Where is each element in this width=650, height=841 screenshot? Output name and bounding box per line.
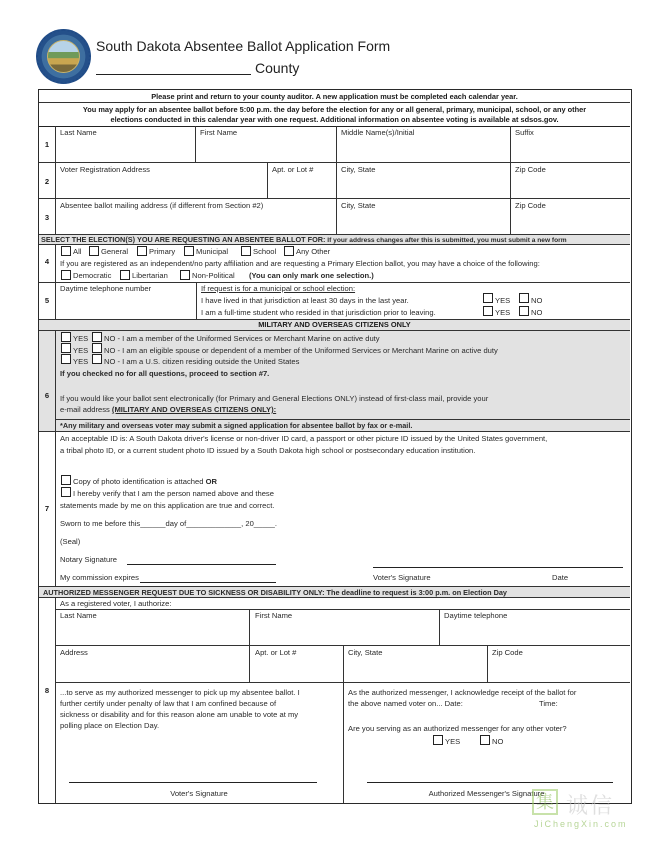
watermark-logo: 集 诚信 JiChengXin.com: [528, 787, 646, 837]
section-7-number: 7: [44, 504, 50, 513]
messenger-voter-signature-line[interactable]: [69, 782, 317, 783]
authorize-label: As a registered voter, I authorize:: [60, 599, 172, 608]
identity-verify-checkbox[interactable]: [61, 487, 71, 497]
application-form: Please print and return to your county auditor. A new application must be completed each calendar year. You may apply for an absentee ballot before 5:00 p.m. the day before the election for any or all general, primary, municipal, school, or any other elections conducted in this calendar year with one request. Additional information on absentee voting is available at sdsos.gov. 1 Last Name First Name Middle Name(s)/Initial Suffix 2 Voter Registration Address Apt. or Lot # City, State Zip Code 3 Absentee ballot mailing address (if different from Section #2) City, State Zip Code SELECT THE ELECTION(S) YOU ARE REQUESTING AN ABSENTEE BALLOT FOR: If your address changes after this is submitted, you must submit a new form 4 All General Primary Municipal School Any Other If you are registered as an independent/no party affiliation and are requesting a Primary Election ballot, you may have a choice of the following: Democratic Libertarian Non-Political (You can only mark one selection.) 5 Daytime telephone number If request is for a municipal or school election: I have lived in that jurisdiction at least 30 days in the last year. I am a full-time student who resided in that jurisdiction prior to leaving. YES NO YES NO MILITARY AND OVERSEAS CITIZENS ONLY 6 YES NO - I am a member of the Uniformed Services or Merchant Marine on active duty YES NO - I am an eligible spouse or dependent of a member of the Uniformed Services or Merchant Marine on active duty YES NO - I am a U.S. citizen residing outside the United States If you checked no for all questions, proceed to section #7. If you would like your ballot sent electronically (for Primary and General Elections ONLY) instead of first-class mail, provide your e-mail address (MILITARY AND OVERSEAS CITIZENS ONLY): *Any military and overseas voter may submit a signed application for absentee ballot by fax or e-mail. 7 An acceptable ID is: A South Dakota driver's license or non-driver ID card, a passport or other picture ID issued by the United States government, a tribal photo ID, or a current student photo ID issued by a South Dakota high school or postsecondary education institution. Copy of photo identification is attached OR I hereby verify that I am the person named above and these statements made by me on this application are true and correct. Sworn to me before this______day of_____________, 20_____. (Seal) Notary Signature My commission expires Voter's Signature Date AUTHORIZED MESSENGER REQUEST DUE TO SICKNESS OR DISABILITY ONLY: The deadline to request is 3:00 p.m. on Election Day 8 As a registered voter, I authorize: Last Name First Name Daytime telephone Address Apt. or Lot # City, State Zip Code ...to serve as my authorized messenger to pick up my absentee ballot. I further certify under penalty of law that I am confined because of sickness or disability and for this reason alone am unable to vote at my polling place on Election Day. Voter's Signature As the authorized messenger, I acknowledge receipt of the ballot for the above named voter on... Date: Time: Are you serving as an authorized messenger for any other voter? YES NO Authorized Messenger's Signature: [38, 89, 632, 804]
messenger-phone-field[interactable]: Daytime telephone: [444, 611, 508, 620]
notice-line-2b: elections conducted in this calendar year with one request. Additional information on absentee voting is available at sdsos.gov.: [110, 115, 559, 124]
electronic-ballot-note: If you would like your ballot sent electronically (for Primary and General Elections ONLY) instead of first-class mail, provide your: [60, 394, 489, 403]
other-voter-no-checkbox[interactable]: [480, 735, 490, 745]
section-8-number: 8: [44, 686, 50, 695]
seal-label: (Seal): [60, 537, 81, 546]
date-label: Date: [552, 573, 569, 582]
party-non-political-checkbox[interactable]: [180, 270, 190, 280]
messenger-zip-code-field[interactable]: Zip Code: [492, 648, 523, 657]
daytime-phone-field[interactable]: Daytime telephone number: [60, 284, 152, 293]
photo-id-attached-checkbox[interactable]: [61, 475, 71, 485]
acceptable-id-text: An acceptable ID is: A South Dakota driver's license or non-driver ID card, a passport or other picture ID issued by the United States government,: [60, 434, 548, 443]
residency-no-checkbox[interactable]: [519, 293, 529, 303]
mailing-address-field[interactable]: Absentee ballot mailing address (if different from Section #2): [60, 201, 264, 210]
notice-line-2a: You may apply for an absentee ballot before 5:00 p.m. the day before the election for any or all general, primary, municipal, school, or any other: [82, 105, 587, 114]
voter-registration-address-field[interactable]: Voter Registration Address: [60, 165, 150, 174]
apt-lot-field[interactable]: Apt. or Lot #: [272, 165, 314, 174]
notice-line-1: Please print and return to your county auditor. A new application must be completed each calendar year.: [151, 92, 518, 101]
election-primary-checkbox[interactable]: [137, 246, 147, 256]
overseas-citizen-no-checkbox[interactable]: [92, 354, 102, 364]
sworn-statement[interactable]: Sworn to me before this______day of_____________, 20_____.: [60, 519, 278, 528]
middle-name-field[interactable]: Middle Name(s)/Initial: [341, 128, 415, 137]
military-member-no-checkbox[interactable]: [92, 332, 102, 342]
voter-signature-line[interactable]: [373, 567, 623, 568]
messenger-certification-text: ...to serve as my authorized messenger to pick up my absentee ballot. I: [60, 688, 300, 697]
military-spouse-no-checkbox[interactable]: [92, 343, 102, 353]
election-municipal-checkbox[interactable]: [184, 246, 194, 256]
other-voter-question: Are you serving as an authorized messenger for any other voter?: [348, 724, 567, 733]
residency-yes-checkbox[interactable]: [483, 293, 493, 303]
overseas-citizen-yes-checkbox[interactable]: [61, 354, 71, 364]
student-no-checkbox[interactable]: [519, 306, 529, 316]
party-libertarian-checkbox[interactable]: [120, 270, 130, 280]
zip-code-field[interactable]: Zip Code: [515, 165, 546, 174]
last-name-field[interactable]: Last Name: [60, 128, 97, 137]
military-spouse-yes-checkbox[interactable]: [61, 343, 71, 353]
messenger-first-name-field[interactable]: First Name: [255, 611, 293, 620]
military-header: MILITARY AND OVERSEAS CITIZENS ONLY: [258, 320, 411, 329]
section-1-number: 1: [44, 140, 50, 149]
election-school-checkbox[interactable]: [241, 246, 251, 256]
other-voter-yes-checkbox[interactable]: [433, 735, 443, 745]
messenger-apt-lot-field[interactable]: Apt. or Lot #: [255, 648, 297, 657]
state-seal-icon: [36, 29, 91, 84]
suffix-field[interactable]: Suffix: [515, 128, 534, 137]
messenger-signature-label: Authorized Messenger's Signature: [428, 789, 545, 798]
student-yes-checkbox[interactable]: [483, 306, 493, 316]
military-member-yes-checkbox[interactable]: [61, 332, 71, 342]
independent-note: If you are registered as an independent/no party affiliation and are requesting a Primary Election ballot, you may have a choice of the following:: [60, 259, 540, 268]
messenger-voter-signature-label: Voter's Signature: [170, 789, 228, 798]
messenger-acknowledge-text: As the authorized messenger, I acknowledge receipt of the ballot for: [348, 688, 577, 697]
notary-signature-label: Notary Signature: [60, 555, 117, 564]
election-general-checkbox[interactable]: [89, 246, 99, 256]
section-4-number: 4: [44, 257, 50, 266]
messenger-date-field[interactable]: the above named voter on... Date:: [348, 699, 463, 708]
notary-signature-line[interactable]: [127, 564, 276, 565]
fax-email-note: *Any military and overseas voter may submit a signed application for absentee ballot by fax or e-mail.: [60, 421, 413, 430]
commission-expires-line[interactable]: [140, 582, 276, 583]
first-name-field[interactable]: First Name: [200, 128, 238, 137]
county-input-line[interactable]: [96, 74, 251, 75]
city-state-field[interactable]: City, State: [341, 165, 376, 174]
section-6-number: 6: [44, 391, 50, 400]
voter-signature-label: Voter's Signature: [373, 573, 431, 582]
commission-expires-label: My commission expires: [60, 573, 139, 582]
residency-question: I have lived in that jurisdiction at least 30 days in the last year.: [201, 296, 409, 305]
election-all-checkbox[interactable]: [61, 246, 71, 256]
messenger-header: AUTHORIZED MESSENGER REQUEST DUE TO SICKNESS OR DISABILITY ONLY: The deadline to request is 3:00 p.m. on Election Day: [43, 588, 507, 597]
mailing-zip-code-field[interactable]: Zip Code: [515, 201, 546, 210]
messenger-time-field[interactable]: Time:: [539, 699, 558, 708]
messenger-last-name-field[interactable]: Last Name: [60, 611, 97, 620]
form-title: South Dakota Absentee Ballot Application Form: [96, 38, 391, 54]
county-label: County: [255, 60, 300, 76]
election-any-other-checkbox[interactable]: [284, 246, 294, 256]
section-4-header: SELECT THE ELECTION(S) YOU ARE REQUESTING AN ABSENTEE BALLOT FOR: If your address changes after this is submitted, you must submit a new form: [41, 235, 567, 244]
watermark-icon: 集: [532, 789, 558, 815]
proceed-note: If you checked no for all questions, proceed to section #7.: [60, 369, 270, 378]
messenger-signature-line[interactable]: [367, 782, 613, 783]
email-address-field[interactable]: e-mail address (MILITARY AND OVERSEAS CITIZENS ONLY):: [60, 405, 277, 414]
section-5-number: 5: [44, 296, 50, 305]
student-question: I am a full-time student who resided in that jurisdiction prior to leaving.: [201, 308, 436, 317]
section-3-number: 3: [44, 213, 50, 222]
messenger-city-state-field[interactable]: City, State: [348, 648, 383, 657]
messenger-address-field[interactable]: Address: [60, 648, 88, 657]
section-2-number: 2: [44, 177, 50, 186]
municipal-heading: If request is for a municipal or school election:: [201, 284, 356, 293]
party-democratic-checkbox[interactable]: [61, 270, 71, 280]
party-note: (You can only mark one selection.): [249, 271, 374, 280]
mailing-city-state-field[interactable]: City, State: [341, 201, 376, 210]
